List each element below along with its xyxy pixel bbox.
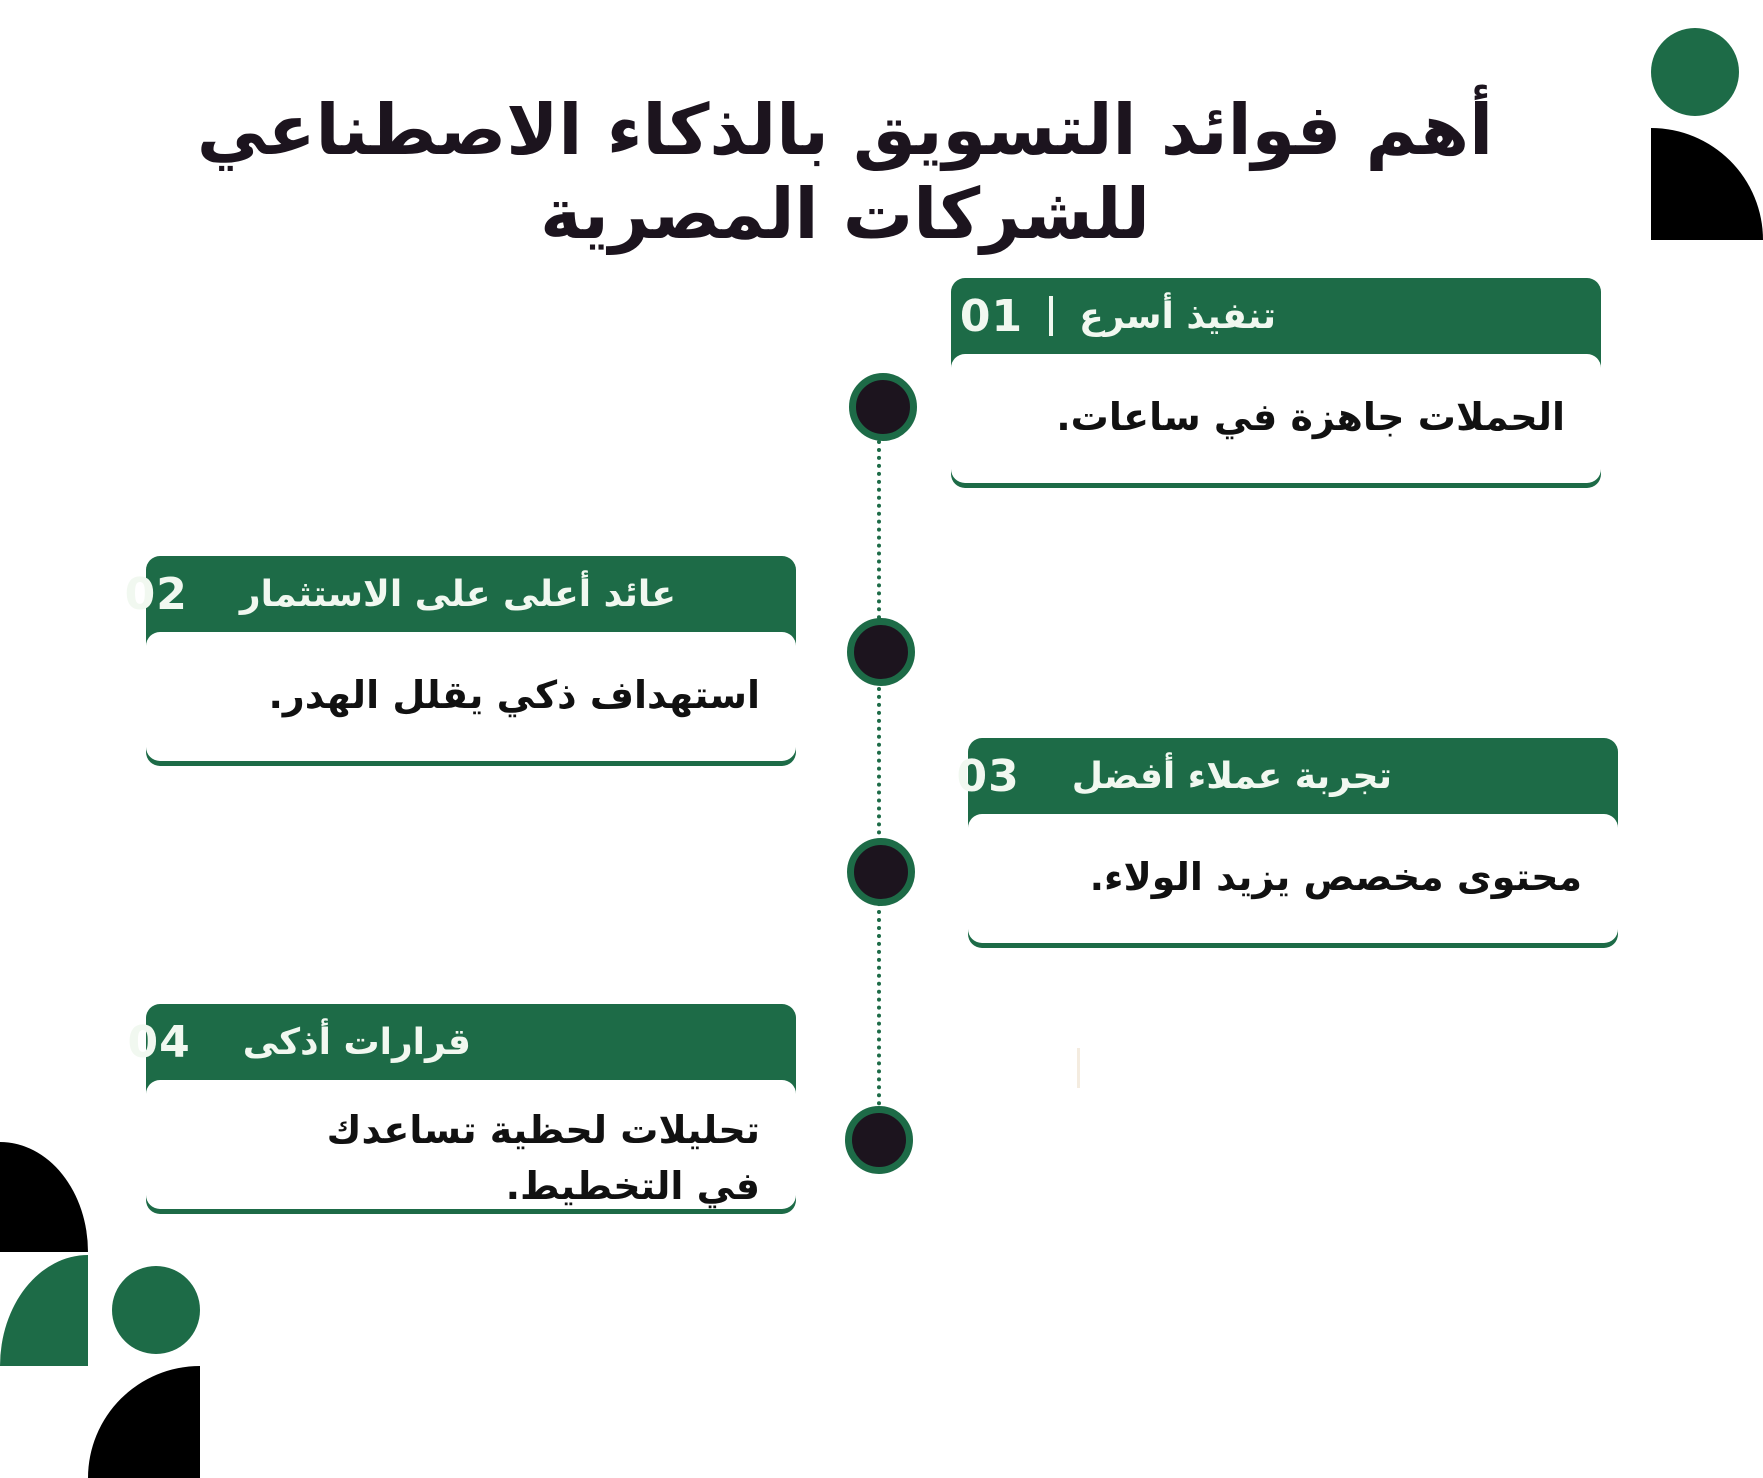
- decor-top-circle: [1651, 28, 1739, 116]
- timeline-node-3: [847, 838, 915, 906]
- step-separator: [1049, 296, 1053, 336]
- faint-divider-mark: [1077, 1048, 1080, 1088]
- decor-bottom-black-quarter: [0, 1142, 88, 1252]
- decor-bottom-green-quarter: [0, 1255, 88, 1366]
- timeline-node-4: [845, 1106, 913, 1174]
- page-title: أهم فوائد التسويق بالذكاء الاصطناعي للشركات المصرية: [196, 89, 1494, 255]
- timeline-dotted-line: [877, 440, 881, 1130]
- step-number: 04: [127, 1016, 191, 1068]
- step-number: 01: [959, 290, 1024, 342]
- decor-bottom-black-half: [88, 1366, 200, 1478]
- step-card-1: [951, 278, 1601, 488]
- step-body: محتوى مخصص يزيد الولاء.: [968, 814, 1618, 943]
- step-card-3: [956, 738, 1618, 948]
- timeline-node-2: [847, 618, 915, 686]
- step-card-2: [124, 556, 796, 766]
- step-number: 02: [124, 568, 188, 620]
- step-card-header: [127, 1004, 796, 1080]
- step-number: 03: [956, 750, 1020, 802]
- decor-bottom-circle: [112, 1266, 200, 1354]
- step-card-header: [124, 556, 796, 632]
- timeline-node-1: [849, 373, 917, 441]
- step-body: تحليلات لحظية تساعدك في التخطيط.: [146, 1080, 796, 1209]
- step-card-header: [951, 278, 1601, 354]
- step-title: عائد أعلى على الاستثمار: [239, 573, 676, 615]
- step-card-header: [956, 738, 1618, 814]
- decor-top-quarter-circle: [1651, 128, 1763, 240]
- step-title: تنفيذ أسرع: [1079, 295, 1276, 337]
- step-body: استهداف ذكي يقلل الهدر.: [146, 632, 796, 761]
- step-body: الحملات جاهزة في ساعات.: [951, 354, 1601, 483]
- step-title: قرارات أذكى: [242, 1021, 471, 1063]
- step-title: تجربة عملاء أفضل: [1071, 755, 1392, 797]
- step-card-4: [127, 1004, 796, 1214]
